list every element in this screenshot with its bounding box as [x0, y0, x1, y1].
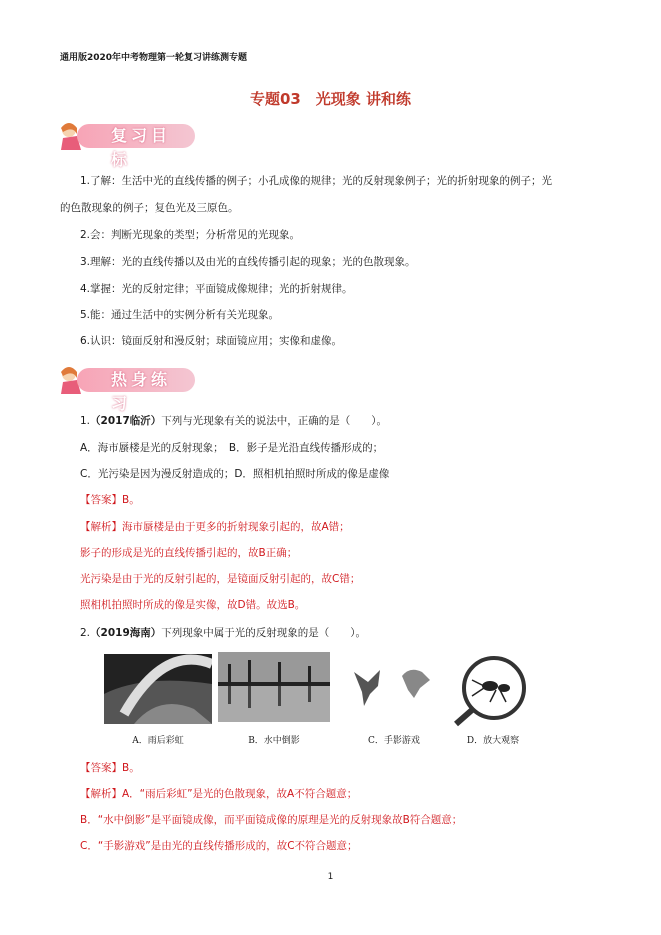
question-number: 2.	[80, 627, 91, 639]
water-reflection-photo-image	[218, 652, 330, 722]
image-caption: C．手影游戏	[368, 736, 420, 746]
question-1-analysis-line: 影子的形成是光的直线传播引起的，故B正确；	[80, 547, 298, 559]
goal-line: 的色散现象的例子；复色光及三原色。	[60, 202, 239, 214]
question-1-options-ab: A．海市蜃楼是光的反射现象； B．影子是光沿直线传播形成的；	[80, 442, 384, 454]
goal-line: 2.会：判断光现象的类型；分析常见的光现象。	[80, 229, 301, 241]
goal-line: 6.认识：镜面反射和漫反射；球面镜应用；实像和虚像。	[80, 335, 343, 347]
question-1-analysis-line: 【解析】海市蜃楼是由于更多的折射现象引起的，故A错；	[80, 521, 350, 533]
question-1-answer: 【答案】B。	[80, 494, 140, 506]
question-2-analysis-line: C．“手影游戏”是由光的直线传播形成的，故C不符合题意；	[80, 840, 358, 852]
magnifier-ant-image	[450, 652, 530, 728]
question-text: 下列与光现象有关的说法中，正确的是（ ）。	[161, 415, 388, 427]
section-banner-review-goals	[55, 118, 195, 169]
hand-shadow-puppet-image	[350, 662, 438, 712]
goal-line: 3.理解：光的直线传播以及由光的直线传播引起的现象；光的色散现象。	[80, 256, 416, 268]
section-banner-warmup	[55, 362, 195, 413]
running-header: 通用版2020年中考物理第一轮复习讲练测专题	[60, 53, 248, 63]
goal-line: 4.掌握：光的反射定律；平面镜成像规律；光的折射规律。	[80, 283, 353, 295]
goal-line: 5.能：通过生活中的实例分析有关光现象。	[80, 309, 280, 321]
question-1-stem	[80, 414, 387, 428]
question-2-stem	[80, 626, 366, 640]
question-2-answer: 【答案】B。	[80, 762, 140, 774]
section-banner-label: 热身练习	[77, 368, 195, 392]
image-caption: A．雨后彩虹	[132, 736, 184, 746]
page-title: 专题03 光现象 讲和练	[249, 90, 412, 108]
question-1-options-cd: C．光污染是因为漫反射造成的；D．照相机拍照时所成的像是虚像	[80, 468, 390, 480]
section-banner-label: 复习目标	[77, 124, 195, 148]
image-caption: D．放大观察	[466, 736, 520, 746]
question-number: 1.	[80, 415, 91, 427]
question-1-analysis-line: 照相机拍照时所成的像是实像，故D错。故选B。	[80, 599, 306, 611]
question-1-analysis-line: 光污染是由于光的反射引起的，是镜面反射引起的，故C错；	[80, 573, 361, 585]
question-2-analysis-line: B．“水中倒影”是平面镜成像，而平面镜成像的原理是光的反射现象故B符合题意；	[80, 814, 463, 826]
question-2-analysis-line: 【解析】A．“雨后彩虹”是光的色散现象，故A不符合题意；	[80, 788, 358, 800]
rainbow-photo-image	[104, 654, 212, 724]
question-text: 下列现象中属于光的反射现象的是（ ）。	[161, 627, 367, 639]
goal-line: 1.了解：生活中光的直线传播的例子；小孔成像的规律；光的反射现象例子；光的折射现象的例子；光	[80, 175, 553, 187]
page-number: 1	[327, 872, 334, 882]
question-source: （2019海南）	[90, 627, 162, 639]
question-source: （2017临沂）	[90, 415, 162, 427]
image-caption: B．水中倒影	[248, 736, 300, 746]
